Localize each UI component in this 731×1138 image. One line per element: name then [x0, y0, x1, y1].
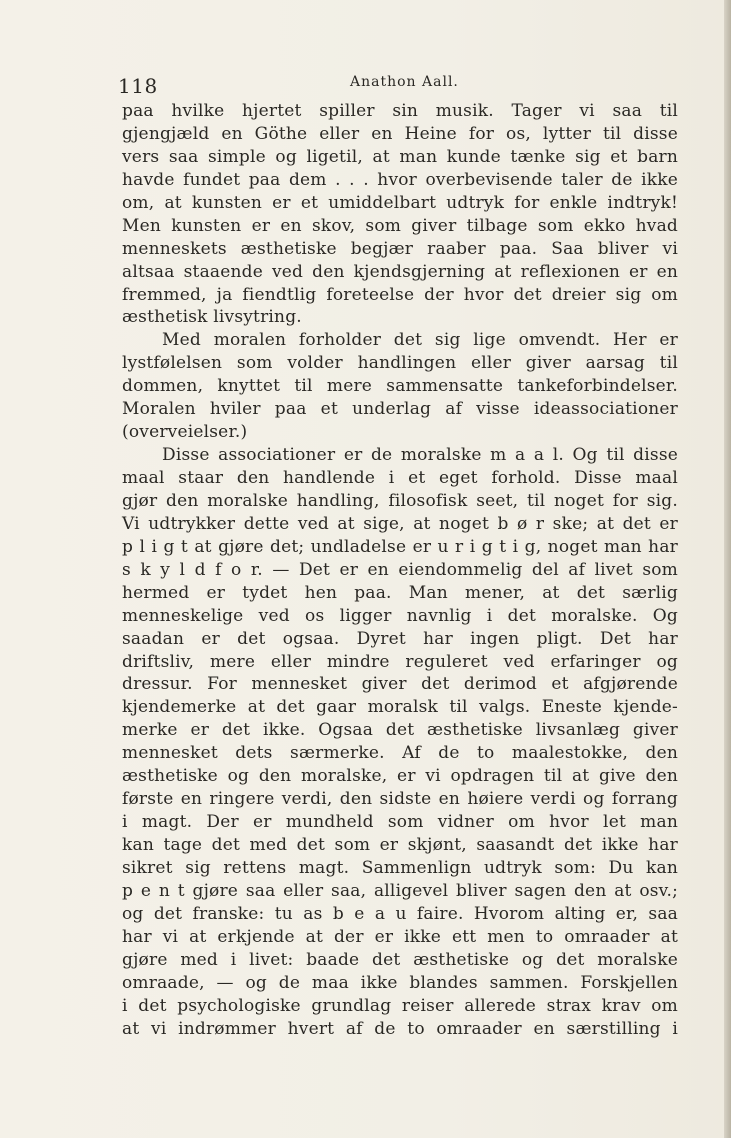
- text-line: Men kunsten er en skov, som giver tilbage som ekko hvad: [122, 215, 678, 236]
- text-line: altsaa staaende ved den kjendsgjerning at reflexionen er en: [122, 261, 678, 282]
- text-line: dommen, knyttet til mere sammensatte tankeforbindelser.: [122, 376, 678, 397]
- page-number: 118: [118, 74, 158, 98]
- text-line: kjendemerke at det gaar moralsk til valgs. Eneste kjende-: [122, 697, 678, 718]
- text-line: at vi indrømmer hvert af de to omraader en særstilling i: [122, 1018, 678, 1039]
- text-line: lystfølelsen som volder handlingen eller giver aarsag til: [122, 353, 678, 374]
- text-line: første en ringere verdi, den sidste en høiere verdi og forrang: [122, 789, 678, 810]
- text-line: i det psychologiske grundlag reiser allerede strax krav om: [122, 995, 678, 1016]
- text-line: sikret sig rettens magt. Sammenlign udtryk som: Du kan: [122, 857, 678, 878]
- text-line: om, at kunsten er et umiddelbart udtryk for enkle indtryk!: [122, 192, 678, 213]
- page-edge: [724, 0, 731, 1138]
- running-title: Anathon Aall.: [350, 74, 459, 90]
- text-line: gjør den moralske handling, filosofisk seet, til noget for sig.: [122, 490, 678, 511]
- text-line: mennesket dets særmerke. Af de to maalestokke, den: [122, 743, 678, 764]
- text-line: og det franske: tu as b e a u faire. Hvorom alting er, saa: [122, 903, 678, 924]
- text-line: paa hvilke hjertet spiller sin musik. Tager vi saa til: [122, 101, 678, 121]
- text-line: fremmed, ja fiendtlig foreteelse der hvor det dreier sig om: [122, 284, 678, 305]
- text-line: havde fundet paa dem . . . hvor overbevisende taler de ikke: [122, 169, 678, 190]
- text-line: æsthetiske og den moralske, er vi opdragen til at give den: [122, 766, 678, 787]
- text-line: gjengjæld en Göthe eller en Heine for os, lytter til disse: [122, 123, 678, 144]
- text-line: dressur. For mennesket giver det derimod et afgjørende: [122, 674, 678, 695]
- text-line: saadan er det ogsaa. Dyret har ingen pligt. Det har: [122, 628, 678, 649]
- body-text: [122, 100, 678, 1040]
- text-line: i magt. Der er mundheld som vidner om hvor let man: [122, 812, 678, 833]
- text-line: menneskets æsthetiske begjær raaber paa. Saa bliver vi: [122, 238, 678, 259]
- text-line: Disse associationer er de moralske m a a l. Og til disse: [162, 445, 678, 466]
- text-line: maal staar den handlende i et eget forhold. Disse maal: [122, 468, 678, 488]
- text-line: vers saa simple og ligetil, at man kunde tænke sig et barn: [122, 146, 678, 167]
- text-line: Med moralen forholder det sig lige omvendt. Her er: [162, 330, 678, 351]
- text-line: æsthetisk livsytring.: [122, 307, 302, 328]
- text-line: s k y l d f o r. — Det er en eiendommelig del af livet som: [122, 559, 678, 580]
- text-line: driftsliv, mere eller mindre reguleret ved erfaringer og: [122, 651, 678, 672]
- text-line: hermed er tydet hen paa. Man mener, at det særlig: [122, 582, 678, 603]
- text-line: gjøre med i livet: baade det æsthetiske og det moralske: [122, 949, 678, 970]
- text-line: omraade, — og de maa ikke blandes sammen. Forskjellen: [122, 972, 678, 993]
- text-line: p l i g t at gjøre det; undladelse er u r i g t i g, noget man har: [122, 536, 678, 557]
- text-line: Vi udtrykker dette ved at sige, at noget b ø r ske; at det er: [122, 513, 678, 534]
- text-line: kan tage det med det som er skjønt, saasandt det ikke har: [122, 835, 678, 855]
- text-line: merke er det ikke. Ogsaa det æsthetiske livsanlæg giver: [122, 720, 678, 741]
- page-header: [118, 74, 676, 100]
- text-line: menneskelige ved os ligger navnlig i det moralske. Og: [122, 605, 678, 626]
- text-line: (overveielser.): [122, 422, 248, 443]
- text-line: Moralen hviler paa et underlag af visse ideassociationer: [122, 399, 678, 420]
- text-line: har vi at erkjende at der er ikke ett men to omraader at: [122, 926, 678, 947]
- text-line: p e n t gjøre saa eller saa, alligevel bliver sagen den at osv.;: [122, 880, 678, 901]
